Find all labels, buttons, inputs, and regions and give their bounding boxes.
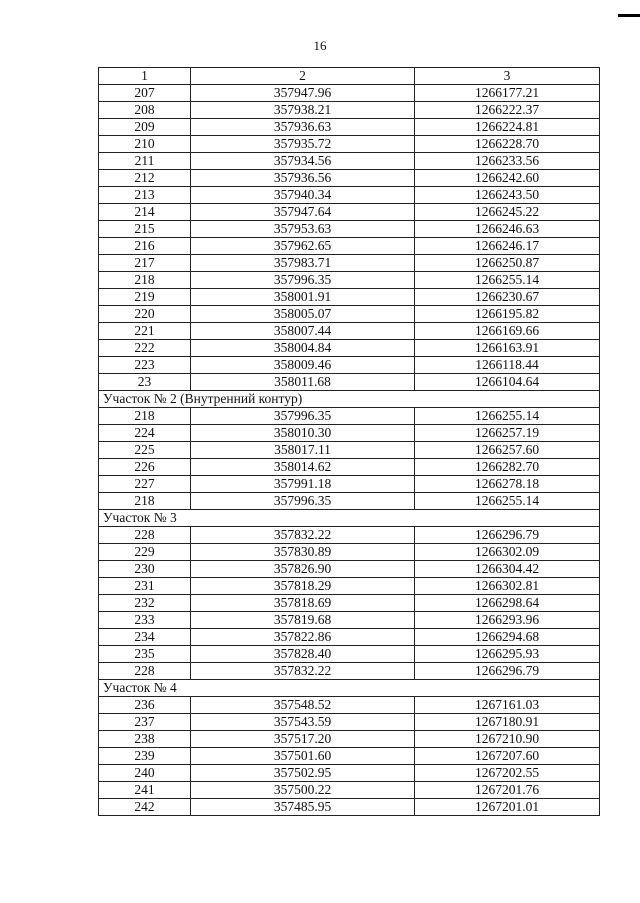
table-row: [99, 119, 600, 136]
point-number-cell: 216: [99, 238, 191, 255]
table-row: [99, 255, 600, 272]
point-number-cell: 239: [99, 748, 191, 765]
point-number-cell: 226: [99, 459, 191, 476]
x-coordinate-cell: 357832.22: [191, 663, 415, 680]
table-row: [99, 629, 600, 646]
table-row: [99, 408, 600, 425]
table-row: [99, 612, 600, 629]
table-row: [99, 187, 600, 204]
y-coordinate-cell: 1266302.81: [415, 578, 600, 595]
point-number-cell: 234: [99, 629, 191, 646]
y-coordinate-cell: 1266243.50: [415, 187, 600, 204]
point-number-cell: 225: [99, 442, 191, 459]
point-number-cell: 224: [99, 425, 191, 442]
x-coordinate-cell: 357543.59: [191, 714, 415, 731]
x-coordinate-cell: 358017.11: [191, 442, 415, 459]
point-number-cell: 227: [99, 476, 191, 493]
point-number-cell: 236: [99, 697, 191, 714]
x-coordinate-cell: 357500.22: [191, 782, 415, 799]
y-coordinate-cell: 1266250.87: [415, 255, 600, 272]
table-row: [99, 459, 600, 476]
point-number-cell: 241: [99, 782, 191, 799]
y-coordinate-cell: 1267201.76: [415, 782, 600, 799]
point-number-cell: 208: [99, 102, 191, 119]
y-coordinate-cell: 1266304.42: [415, 561, 600, 578]
table-row: [99, 442, 600, 459]
table-row: [99, 340, 600, 357]
x-coordinate-cell: 358010.30: [191, 425, 415, 442]
y-coordinate-cell: 1267180.91: [415, 714, 600, 731]
table-row: [99, 85, 600, 102]
point-number-cell: 211: [99, 153, 191, 170]
y-coordinate-cell: 1266177.21: [415, 85, 600, 102]
table-row: [99, 544, 600, 561]
table-row: [99, 646, 600, 663]
table-row: [99, 697, 600, 714]
header-x-coordinate: 2: [191, 68, 415, 85]
table-row: [99, 799, 600, 816]
y-coordinate-cell: 1266242.60: [415, 170, 600, 187]
x-coordinate-cell: 357953.63: [191, 221, 415, 238]
y-coordinate-cell: 1266104.64: [415, 374, 600, 391]
point-number-cell: 230: [99, 561, 191, 578]
x-coordinate-cell: 357936.56: [191, 170, 415, 187]
table-body: [99, 85, 600, 816]
point-number-cell: 220: [99, 306, 191, 323]
x-coordinate-cell: 358001.91: [191, 289, 415, 306]
point-number-cell: 209: [99, 119, 191, 136]
point-number-cell: 218: [99, 408, 191, 425]
point-number-cell: 212: [99, 170, 191, 187]
table-row: [99, 595, 600, 612]
point-number-cell: 238: [99, 731, 191, 748]
point-number-cell: 221: [99, 323, 191, 340]
table-row: [99, 731, 600, 748]
page-number: 16: [313, 38, 327, 53]
point-number-cell: 217: [99, 255, 191, 272]
table-row: [99, 663, 600, 680]
table-row: [99, 782, 600, 799]
y-coordinate-cell: 1266257.19: [415, 425, 600, 442]
point-number-cell: 207: [99, 85, 191, 102]
table-row: [99, 238, 600, 255]
x-coordinate-cell: 357832.22: [191, 527, 415, 544]
y-coordinate-cell: 1266246.63: [415, 221, 600, 238]
y-coordinate-cell: 1266294.68: [415, 629, 600, 646]
table-row: [99, 476, 600, 493]
x-coordinate-cell: 357819.68: [191, 612, 415, 629]
y-coordinate-cell: 1266296.79: [415, 663, 600, 680]
y-coordinate-cell: 1266278.18: [415, 476, 600, 493]
x-coordinate-cell: 358014.62: [191, 459, 415, 476]
table-row: [99, 323, 600, 340]
y-coordinate-cell: 1266255.14: [415, 408, 600, 425]
y-coordinate-cell: 1267201.01: [415, 799, 600, 816]
section-label: Участок № 4: [99, 680, 600, 697]
point-number-cell: 242: [99, 799, 191, 816]
y-coordinate-cell: 1266169.66: [415, 323, 600, 340]
y-coordinate-cell: 1266295.93: [415, 646, 600, 663]
point-number-cell: 218: [99, 493, 191, 510]
x-coordinate-cell: 357502.95: [191, 765, 415, 782]
point-number-cell: 23: [99, 374, 191, 391]
section-header-row: [99, 680, 600, 697]
table-row: [99, 357, 600, 374]
y-coordinate-cell: 1266233.56: [415, 153, 600, 170]
y-coordinate-cell: 1266296.79: [415, 527, 600, 544]
point-number-cell: 228: [99, 663, 191, 680]
point-number-cell: 233: [99, 612, 191, 629]
x-coordinate-cell: 357548.52: [191, 697, 415, 714]
x-coordinate-cell: 357996.35: [191, 408, 415, 425]
table-row: [99, 221, 600, 238]
x-coordinate-cell: 358005.07: [191, 306, 415, 323]
y-coordinate-cell: 1267210.90: [415, 731, 600, 748]
coordinates-table: [98, 67, 600, 816]
y-coordinate-cell: 1266195.82: [415, 306, 600, 323]
section-label: Участок № 2 (Внутренний контур): [99, 391, 600, 408]
x-coordinate-cell: 357822.86: [191, 629, 415, 646]
table-header-row: [99, 68, 600, 85]
x-coordinate-cell: 357962.65: [191, 238, 415, 255]
x-coordinate-cell: 357517.20: [191, 731, 415, 748]
section-header-row: [99, 510, 600, 527]
x-coordinate-cell: 357983.71: [191, 255, 415, 272]
table-row: [99, 153, 600, 170]
table-row: [99, 136, 600, 153]
y-coordinate-cell: 1266257.60: [415, 442, 600, 459]
x-coordinate-cell: 357828.40: [191, 646, 415, 663]
table-row: [99, 578, 600, 595]
x-coordinate-cell: 357826.90: [191, 561, 415, 578]
point-number-cell: 219: [99, 289, 191, 306]
y-coordinate-cell: 1266298.64: [415, 595, 600, 612]
x-coordinate-cell: 358004.84: [191, 340, 415, 357]
point-number-cell: 210: [99, 136, 191, 153]
header-point-number: 1: [99, 68, 191, 85]
table-row: [99, 425, 600, 442]
x-coordinate-cell: 357818.69: [191, 595, 415, 612]
y-coordinate-cell: 1266282.70: [415, 459, 600, 476]
y-coordinate-cell: 1267161.03: [415, 697, 600, 714]
point-number-cell: 240: [99, 765, 191, 782]
point-number-cell: 223: [99, 357, 191, 374]
y-coordinate-cell: 1266302.09: [415, 544, 600, 561]
x-coordinate-cell: 358007.44: [191, 323, 415, 340]
y-coordinate-cell: 1266246.17: [415, 238, 600, 255]
table-row: [99, 170, 600, 187]
table-row: [99, 204, 600, 221]
point-number-cell: 229: [99, 544, 191, 561]
point-number-cell: 231: [99, 578, 191, 595]
x-coordinate-cell: 357947.64: [191, 204, 415, 221]
y-coordinate-cell: 1266224.81: [415, 119, 600, 136]
x-coordinate-cell: 357936.63: [191, 119, 415, 136]
table-row: [99, 493, 600, 510]
x-coordinate-cell: 357830.89: [191, 544, 415, 561]
x-coordinate-cell: 357818.29: [191, 578, 415, 595]
x-coordinate-cell: 357940.34: [191, 187, 415, 204]
table-row: [99, 527, 600, 544]
x-coordinate-cell: 357991.18: [191, 476, 415, 493]
point-number-cell: 215: [99, 221, 191, 238]
section-label: Участок № 3: [99, 510, 600, 527]
point-number-cell: 218: [99, 272, 191, 289]
y-coordinate-cell: 1266245.22: [415, 204, 600, 221]
y-coordinate-cell: 1266163.91: [415, 340, 600, 357]
y-coordinate-cell: 1266230.67: [415, 289, 600, 306]
x-coordinate-cell: 357485.95: [191, 799, 415, 816]
table-row: [99, 765, 600, 782]
section-header-row: [99, 391, 600, 408]
table-row: [99, 102, 600, 119]
x-coordinate-cell: 357501.60: [191, 748, 415, 765]
x-coordinate-cell: 357996.35: [191, 493, 415, 510]
x-coordinate-cell: 357935.72: [191, 136, 415, 153]
x-coordinate-cell: 357996.35: [191, 272, 415, 289]
table-row: [99, 748, 600, 765]
table-row: [99, 306, 600, 323]
y-coordinate-cell: 1266222.37: [415, 102, 600, 119]
table-row: [99, 714, 600, 731]
table-row: [99, 272, 600, 289]
y-coordinate-cell: 1267202.55: [415, 765, 600, 782]
y-coordinate-cell: 1267207.60: [415, 748, 600, 765]
header-y-coordinate: 3: [415, 68, 600, 85]
x-coordinate-cell: 358009.46: [191, 357, 415, 374]
y-coordinate-cell: 1266118.44: [415, 357, 600, 374]
point-number-cell: 213: [99, 187, 191, 204]
point-number-cell: 214: [99, 204, 191, 221]
point-number-cell: 222: [99, 340, 191, 357]
x-coordinate-cell: 357947.96: [191, 85, 415, 102]
point-number-cell: 235: [99, 646, 191, 663]
corner-mark: [618, 14, 640, 17]
point-number-cell: 228: [99, 527, 191, 544]
y-coordinate-cell: 1266255.14: [415, 272, 600, 289]
point-number-cell: 237: [99, 714, 191, 731]
point-number-cell: 232: [99, 595, 191, 612]
y-coordinate-cell: 1266255.14: [415, 493, 600, 510]
table-row: [99, 374, 600, 391]
x-coordinate-cell: 357938.21: [191, 102, 415, 119]
y-coordinate-cell: 1266293.96: [415, 612, 600, 629]
table-row: [99, 289, 600, 306]
table-row: [99, 561, 600, 578]
y-coordinate-cell: 1266228.70: [415, 136, 600, 153]
x-coordinate-cell: 357934.56: [191, 153, 415, 170]
x-coordinate-cell: 358011.68: [191, 374, 415, 391]
